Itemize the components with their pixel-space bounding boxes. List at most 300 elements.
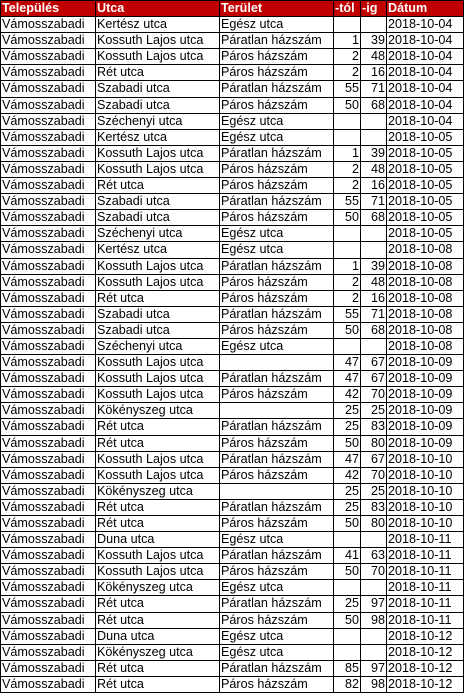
cell-utca: Duna utca [96,628,220,644]
cell-tol: 1 [334,33,361,49]
cell-datum: 2018-10-09 [387,403,464,419]
table-row [1,644,464,660]
table-row [1,97,464,113]
cell-tol: 42 [334,467,361,483]
cell-terulet: Páros házszám [220,97,334,113]
table-row [1,483,464,499]
header-row [1,1,464,17]
cell-tol [334,628,361,644]
header-cell-datum: Dátum [387,1,464,17]
cell-datum: 2018-10-11 [387,580,464,596]
cell-tol: 42 [334,387,361,403]
cell-utca: Rét utca [96,660,220,676]
table-row [1,403,464,419]
cell-datum: 2018-10-08 [387,242,464,258]
header-cell-ig: -ig [361,1,387,17]
cell-datum: 2018-10-12 [387,660,464,676]
cell-datum: 2018-10-12 [387,628,464,644]
cell-utca: Szabadi utca [96,306,220,322]
cell-utca: Kossuth Lajos utca [96,258,220,274]
cell-telepules: Vámosszabadi [1,226,96,242]
table-row [1,628,464,644]
cell-terulet: Páros házszám [220,435,334,451]
cell-telepules: Vámosszabadi [1,33,96,49]
table-row [1,81,464,97]
cell-telepules: Vámosszabadi [1,660,96,676]
cell-ig [361,338,387,354]
cell-utca: Rét utca [96,516,220,532]
cell-utca: Rét utca [96,499,220,515]
cell-utca: Szabadi utca [96,194,220,210]
cell-datum: 2018-10-08 [387,290,464,306]
cell-datum: 2018-10-08 [387,306,464,322]
cell-tol: 1 [334,258,361,274]
cell-datum: 2018-10-04 [387,97,464,113]
cell-ig: 63 [361,548,387,564]
cell-datum: 2018-10-05 [387,161,464,177]
table-row [1,499,464,515]
cell-utca: Szabadi utca [96,322,220,338]
cell-tol: 25 [334,419,361,435]
cell-telepules: Vámosszabadi [1,451,96,467]
table-row [1,306,464,322]
table-row [1,17,464,33]
table-row [1,242,464,258]
table-row [1,580,464,596]
cell-utca: Kossuth Lajos utca [96,467,220,483]
cell-datum: 2018-10-09 [387,419,464,435]
cell-utca: Kossuth Lajos utca [96,49,220,65]
cell-ig: 39 [361,145,387,161]
cell-ig: 48 [361,161,387,177]
cell-terulet: Páros házszám [220,161,334,177]
cell-terulet: Páros házszám [220,612,334,628]
cell-utca: Kossuth Lajos utca [96,161,220,177]
cell-utca: Kertész utca [96,242,220,258]
cell-utca: Széchenyi utca [96,226,220,242]
header-cell-telepules: Település [1,1,96,17]
cell-ig: 16 [361,65,387,81]
cell-telepules: Vámosszabadi [1,419,96,435]
cell-telepules: Vámosszabadi [1,483,96,499]
cell-tol: 55 [334,81,361,97]
cell-datum: 2018-10-05 [387,226,464,242]
cell-datum: 2018-10-05 [387,129,464,145]
cell-tol: 50 [334,97,361,113]
cell-datum: 2018-10-05 [387,194,464,210]
cell-ig [361,580,387,596]
cell-tol: 55 [334,306,361,322]
cell-datum: 2018-10-04 [387,17,464,33]
cell-datum: 2018-10-09 [387,387,464,403]
cell-terulet [220,483,334,499]
cell-telepules: Vámosszabadi [1,49,96,65]
cell-utca: Kossuth Lajos utca [96,355,220,371]
table-row [1,145,464,161]
cell-utca: Kökényszeg utca [96,644,220,660]
table-row [1,113,464,129]
cell-datum: 2018-10-04 [387,49,464,65]
cell-terulet: Páratlan házszám [220,371,334,387]
table-row [1,596,464,612]
cell-utca: Szabadi utca [96,210,220,226]
cell-telepules: Vámosszabadi [1,242,96,258]
cell-terulet: Páratlan házszám [220,306,334,322]
cell-datum: 2018-10-05 [387,210,464,226]
cell-tol: 25 [334,403,361,419]
cell-datum: 2018-10-08 [387,338,464,354]
cell-ig [361,628,387,644]
cell-tol [334,226,361,242]
cell-terulet: Páros házszám [220,65,334,81]
cell-terulet: Egész utca [220,532,334,548]
cell-utca: Kossuth Lajos utca [96,387,220,403]
cell-telepules: Vámosszabadi [1,306,96,322]
cell-datum: 2018-10-08 [387,258,464,274]
cell-terulet: Páratlan házszám [220,194,334,210]
cell-tol: 55 [334,194,361,210]
cell-telepules: Vámosszabadi [1,81,96,97]
cell-tol [334,113,361,129]
cell-ig [361,644,387,660]
cell-utca: Kossuth Lajos utca [96,274,220,290]
cell-telepules: Vámosszabadi [1,516,96,532]
cell-terulet: Páros házszám [220,210,334,226]
cell-telepules: Vámosszabadi [1,17,96,33]
cell-ig: 98 [361,612,387,628]
table-row [1,387,464,403]
cell-ig: 67 [361,371,387,387]
cell-utca: Kossuth Lajos utca [96,145,220,161]
cell-tol [334,242,361,258]
table-row [1,258,464,274]
cell-ig: 68 [361,210,387,226]
cell-ig: 68 [361,97,387,113]
table-row [1,161,464,177]
cell-ig: 70 [361,387,387,403]
cell-datum: 2018-10-12 [387,644,464,660]
cell-datum: 2018-10-04 [387,113,464,129]
cell-utca: Széchenyi utca [96,113,220,129]
cell-telepules: Vámosszabadi [1,129,96,145]
cell-terulet: Páros házszám [220,322,334,338]
cell-telepules: Vámosszabadi [1,161,96,177]
cell-utca: Duna utca [96,532,220,548]
cell-tol: 2 [334,178,361,194]
table-row [1,419,464,435]
table-row [1,355,464,371]
cell-tol: 2 [334,274,361,290]
cell-utca: Szabadi utca [96,81,220,97]
cell-ig: 16 [361,290,387,306]
cell-tol: 2 [334,290,361,306]
table-row [1,660,464,676]
cell-tol: 50 [334,322,361,338]
table-row [1,290,464,306]
cell-utca: Kökényszeg utca [96,580,220,596]
cell-terulet: Páros házszám [220,290,334,306]
cell-ig [361,17,387,33]
cell-tol: 47 [334,451,361,467]
cell-terulet: Páratlan házszám [220,660,334,676]
cell-datum: 2018-10-09 [387,371,464,387]
cell-telepules: Vámosszabadi [1,290,96,306]
cell-utca: Kökényszeg utca [96,483,220,499]
cell-ig: 97 [361,596,387,612]
cell-terulet: Páratlan házszám [220,499,334,515]
cell-datum: 2018-10-09 [387,355,464,371]
cell-datum: 2018-10-10 [387,451,464,467]
table-row [1,226,464,242]
cell-ig: 39 [361,33,387,49]
table-row [1,33,464,49]
cell-ig [361,242,387,258]
cell-terulet: Egész utca [220,338,334,354]
cell-telepules: Vámosszabadi [1,467,96,483]
cell-telepules: Vámosszabadi [1,532,96,548]
cell-utca: Kossuth Lajos utca [96,548,220,564]
cell-ig: 71 [361,306,387,322]
table-row [1,322,464,338]
cell-telepules: Vámosszabadi [1,628,96,644]
cell-terulet: Páratlan házszám [220,33,334,49]
cell-datum: 2018-10-08 [387,322,464,338]
cell-ig: 67 [361,355,387,371]
cell-telepules: Vámosszabadi [1,371,96,387]
cell-utca: Kertész utca [96,129,220,145]
cell-terulet: Páratlan házszám [220,258,334,274]
cell-telepules: Vámosszabadi [1,612,96,628]
cell-telepules: Vámosszabadi [1,210,96,226]
table-row [1,676,464,692]
cell-utca: Széchenyi utca [96,338,220,354]
cell-ig: 48 [361,274,387,290]
table-body [1,17,464,693]
cell-telepules: Vámosszabadi [1,387,96,403]
cell-terulet: Páros házszám [220,178,334,194]
cell-ig: 71 [361,81,387,97]
cell-datum: 2018-10-10 [387,499,464,515]
cell-datum: 2018-10-11 [387,548,464,564]
table-row [1,451,464,467]
cell-terulet: Páratlan házszám [220,451,334,467]
cell-utca: Rét utca [96,419,220,435]
cell-terulet [220,355,334,371]
cell-tol: 50 [334,516,361,532]
header-cell-tol: -tól [334,1,361,17]
table-row [1,612,464,628]
cell-terulet: Páratlan házszám [220,548,334,564]
cell-terulet: Páratlan házszám [220,145,334,161]
cell-tol: 25 [334,483,361,499]
cell-telepules: Vámosszabadi [1,178,96,194]
cell-datum: 2018-10-12 [387,676,464,692]
cell-ig: 39 [361,258,387,274]
cell-tol: 50 [334,210,361,226]
cell-tol [334,17,361,33]
cell-tol: 2 [334,65,361,81]
cell-utca: Kökényszeg utca [96,403,220,419]
cell-terulet: Páros házszám [220,516,334,532]
cell-ig: 70 [361,467,387,483]
cell-telepules: Vámosszabadi [1,548,96,564]
cell-tol: 2 [334,161,361,177]
cell-ig [361,532,387,548]
cell-datum: 2018-10-05 [387,145,464,161]
cell-telepules: Vámosszabadi [1,194,96,210]
cell-datum: 2018-10-09 [387,435,464,451]
cell-datum: 2018-10-04 [387,33,464,49]
cell-telepules: Vámosszabadi [1,274,96,290]
cell-telepules: Vámosszabadi [1,580,96,596]
cell-telepules: Vámosszabadi [1,676,96,692]
cell-tol [334,580,361,596]
header-cell-utca: Utca [96,1,220,17]
table-header [1,1,464,17]
table-row [1,371,464,387]
cell-ig: 48 [361,49,387,65]
cell-telepules: Vámosszabadi [1,355,96,371]
cell-ig: 98 [361,676,387,692]
cell-ig: 67 [361,451,387,467]
cell-telepules: Vámosszabadi [1,596,96,612]
cell-telepules: Vámosszabadi [1,564,96,580]
table-row [1,210,464,226]
cell-terulet: Egész utca [220,242,334,258]
cell-tol: 82 [334,676,361,692]
cell-datum: 2018-10-04 [387,65,464,81]
cell-terulet: Páros házszám [220,387,334,403]
cell-utca: Kossuth Lajos utca [96,451,220,467]
cell-terulet: Egész utca [220,226,334,242]
cell-datum: 2018-10-04 [387,81,464,97]
cell-utca: Kossuth Lajos utca [96,564,220,580]
cell-ig: 25 [361,483,387,499]
cell-utca: Kertész utca [96,17,220,33]
header-cell-terulet: Terület [220,1,334,17]
cell-tol [334,129,361,145]
cell-datum: 2018-10-10 [387,516,464,532]
table-row [1,467,464,483]
cell-tol [334,338,361,354]
cell-terulet: Egész utca [220,580,334,596]
cell-datum: 2018-10-11 [387,564,464,580]
cell-utca: Rét utca [96,435,220,451]
cell-terulet: Páros házszám [220,564,334,580]
cell-terulet: Egész utca [220,644,334,660]
cell-tol: 47 [334,371,361,387]
table-row [1,516,464,532]
table-row [1,435,464,451]
cell-tol: 1 [334,145,361,161]
cell-terulet: Páros házszám [220,49,334,65]
cell-utca: Rét utca [96,65,220,81]
cell-ig: 83 [361,419,387,435]
cell-datum: 2018-10-10 [387,483,464,499]
cell-datum: 2018-10-11 [387,596,464,612]
cell-telepules: Vámosszabadi [1,97,96,113]
cell-datum: 2018-10-11 [387,532,464,548]
cell-ig: 68 [361,322,387,338]
table-row [1,129,464,145]
cell-ig: 83 [361,499,387,515]
cell-telepules: Vámosszabadi [1,403,96,419]
cell-datum: 2018-10-05 [387,178,464,194]
cell-ig [361,226,387,242]
cell-tol: 47 [334,355,361,371]
cell-ig: 97 [361,660,387,676]
cell-telepules: Vámosszabadi [1,145,96,161]
table-row [1,194,464,210]
cell-telepules: Vámosszabadi [1,258,96,274]
cell-terulet: Páratlan házszám [220,596,334,612]
cell-terulet: Páratlan házszám [220,419,334,435]
cell-tol: 50 [334,564,361,580]
cell-ig: 80 [361,435,387,451]
table-row [1,178,464,194]
cell-telepules: Vámosszabadi [1,435,96,451]
cell-tol: 2 [334,49,361,65]
cell-utca: Kossuth Lajos utca [96,33,220,49]
cell-ig: 16 [361,178,387,194]
cell-ig: 71 [361,194,387,210]
cell-terulet [220,403,334,419]
cell-terulet: Páros házszám [220,676,334,692]
cell-ig: 80 [361,516,387,532]
cell-tol: 50 [334,435,361,451]
cell-terulet: Páratlan házszám [220,81,334,97]
cell-terulet: Páros házszám [220,274,334,290]
table-row [1,274,464,290]
cell-ig: 25 [361,403,387,419]
cell-terulet: Egész utca [220,129,334,145]
cell-ig [361,129,387,145]
cell-telepules: Vámosszabadi [1,65,96,81]
cell-terulet: Egész utca [220,17,334,33]
cell-tol: 25 [334,499,361,515]
cell-tol: 41 [334,548,361,564]
cell-terulet: Egész utca [220,113,334,129]
table-row [1,564,464,580]
cell-ig [361,113,387,129]
table-row [1,532,464,548]
cell-telepules: Vámosszabadi [1,644,96,660]
cell-ig: 70 [361,564,387,580]
cell-utca: Rét utca [96,178,220,194]
cell-utca: Rét utca [96,290,220,306]
cell-utca: Rét utca [96,596,220,612]
cell-telepules: Vámosszabadi [1,338,96,354]
cell-tol [334,532,361,548]
cell-telepules: Vámosszabadi [1,499,96,515]
table-row [1,338,464,354]
cell-datum: 2018-10-10 [387,467,464,483]
cell-utca: Kossuth Lajos utca [96,371,220,387]
cell-tol: 50 [334,612,361,628]
cell-terulet: Páros házszám [220,467,334,483]
cell-tol [334,644,361,660]
cell-utca: Szabadi utca [96,97,220,113]
cell-datum: 2018-10-08 [387,274,464,290]
cell-utca: Rét utca [96,676,220,692]
cell-telepules: Vámosszabadi [1,113,96,129]
table-row [1,49,464,65]
cell-datum: 2018-10-11 [387,612,464,628]
cell-telepules: Vámosszabadi [1,322,96,338]
cell-tol: 25 [334,596,361,612]
cell-tol: 85 [334,660,361,676]
table-row [1,65,464,81]
